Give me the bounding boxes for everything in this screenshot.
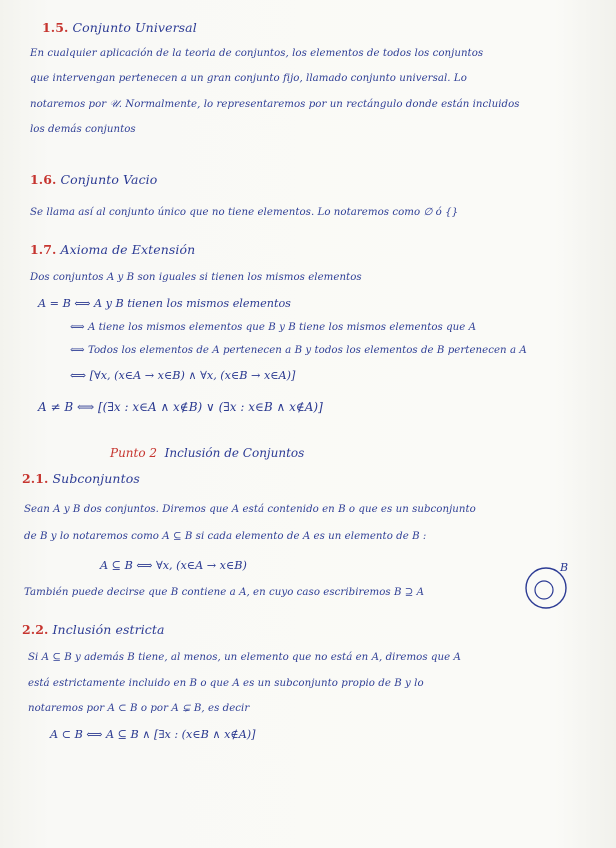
formula-line: ⟺ [∀x, (x∈A → x∈B) ∧ ∀x, (x∈B → x∈A)] (70, 369, 296, 382)
venn-label: B (560, 561, 569, 574)
paragraph-line: de B y lo notaremos como A ⊆ B si cada elemento de A es un elemento de B : (24, 531, 427, 542)
section-number: 2.2. (22, 622, 49, 637)
formula-line: A = B ⟺ A y B tienen los mismos elementos (38, 297, 291, 310)
section-number: 1.6. (30, 172, 57, 187)
paragraph-line: Si A ⊆ B y además B tiene, al menos, un elemento que no está en A, diremos que A (28, 652, 461, 663)
section-title: Subconjuntos (52, 471, 140, 486)
nested-circles-diagram (520, 560, 582, 610)
section-1-6-heading (30, 172, 157, 187)
section-number: 1.5. (42, 20, 69, 35)
formula-line: A ⊂ B ⟺ A ⊆ B ∧ [∃x : (x∈B ∧ x∉A)] (50, 728, 256, 741)
paragraph-line: En cualquier aplicación de la teoria de conjuntos, los elementos de todos los conjuntos (30, 48, 484, 59)
paragraph-line: Dos conjuntos A y B son iguales si tienen los mismos elementos (30, 272, 362, 283)
section-1-5-heading (42, 20, 197, 35)
paragraph-line: Se llama así al conjunto único que no tiene elementos. Lo notaremos como ∅ ó {} (30, 207, 459, 218)
section-number: 1.7. (30, 242, 57, 257)
venn-diagram (520, 560, 582, 614)
paragraph-line: Sean A y B dos conjuntos. Diremos que A está contenido en B o que es un subconjunto (24, 504, 476, 515)
paragraph-line: notaremos por A ⊂ B o por A ⊊ B, es decir (28, 703, 250, 714)
part-heading (110, 446, 304, 460)
part-label: Punto 2 (110, 446, 158, 460)
section-1-7-heading (30, 242, 195, 257)
section-number: 2.1. (22, 471, 49, 486)
section-title: Conjunto Universal (72, 20, 197, 35)
part-title: Inclusión de Conjuntos (164, 446, 305, 460)
formula-line: A ⊆ B ⟺ ∀x, (x∈A → x∈B) (100, 559, 247, 572)
section-title: Inclusión estricta (52, 622, 165, 637)
paragraph-line: También puede decirse que B contiene a A, en cuyo caso escribiremos B ⊇ A (24, 587, 425, 598)
paragraph-line: los demás conjuntos (30, 124, 136, 135)
paragraph-line: que intervengan pertenecen a un gran conjunto fijo, llamado conjunto universal. Lo (30, 73, 467, 84)
paragraph-line: notaremos por 𝒰. Normalmente, lo representaremos por un rectángulo donde están incluidos (30, 99, 520, 110)
formula-line: ⟺ Todos los elementos de A pertenecen a B y todos los elementos de B pertenecen a A (70, 345, 527, 356)
paragraph-line: está estrictamente incluido en B o que A es un subconjunto propio de B y lo (28, 678, 424, 689)
formula-line: A ≠ B ⟺ [(∃x : x∈A ∧ x∉B) ∨ (∃x : x∈B ∧ x∉A)] (38, 400, 323, 414)
section-2-1-heading (22, 471, 140, 486)
section-2-2-heading (22, 622, 165, 637)
formula-line: ⟺ A tiene los mismos elementos que B y B tiene los mismos elementos que A (70, 322, 477, 333)
section-title: Axioma de Extensión (60, 242, 196, 257)
section-title: Conjunto Vacio (60, 172, 158, 187)
